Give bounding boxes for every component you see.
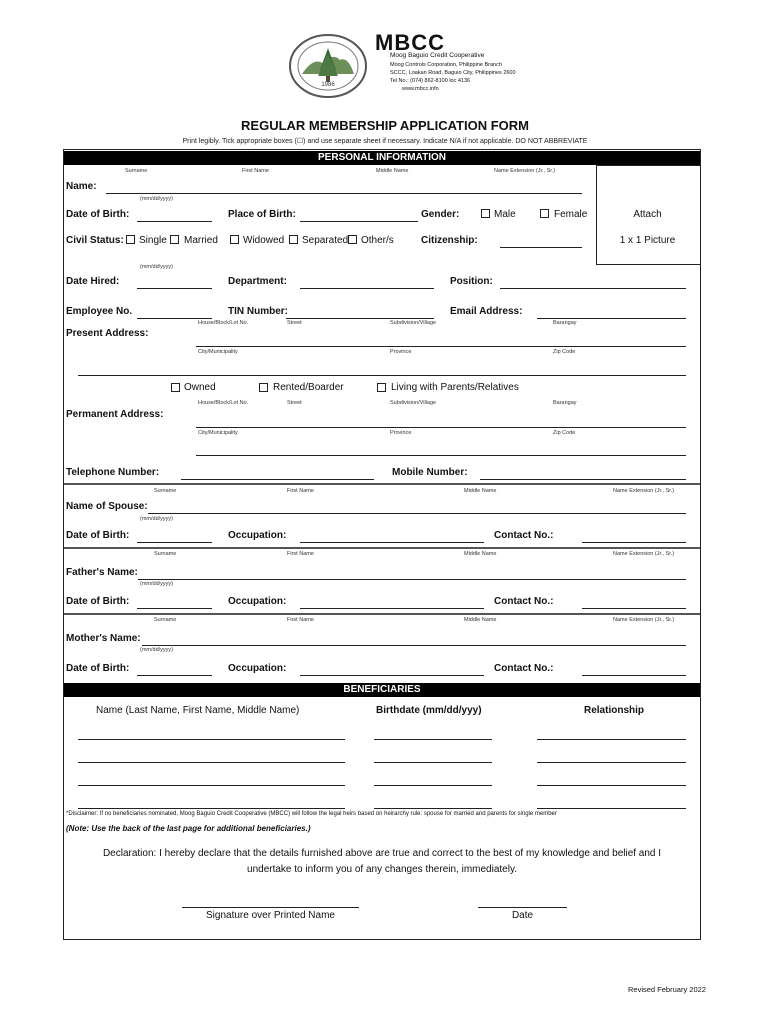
date-label: Date (511, 910, 534, 921)
signature-label: Signature over Printed Name (206, 910, 335, 921)
department-label: Department: (228, 276, 287, 287)
org-name: Moog Baguio Credit Cooperative (390, 52, 485, 59)
beneficiary-col-birthdate: Birthdate (mm/dd/yyy) (376, 705, 482, 716)
spouse-sub-surname: Surname (154, 488, 177, 494)
mother-occupation-field[interactable] (300, 675, 484, 676)
father-sub-ext: Name Extension (Jr., Sr.) (613, 551, 675, 557)
beneficiary-birthdate-field[interactable] (374, 739, 492, 740)
mother-occupation-label: Occupation: (228, 663, 287, 674)
permanent-province-hint: Province (390, 430, 412, 436)
male-label: Male (494, 209, 516, 220)
single-checkbox[interactable] (126, 235, 135, 244)
separated-checkbox[interactable] (289, 235, 298, 244)
present-address-line-2[interactable] (78, 375, 686, 376)
father-dob-hint: (mm/dd/yyyy) (140, 581, 173, 587)
citizenship-field[interactable] (500, 247, 582, 248)
father-occupation-field[interactable] (300, 608, 484, 609)
owned-label: Owned (184, 382, 216, 393)
beneficiary-birthdate-field[interactable] (374, 808, 492, 809)
father-contact-field[interactable] (582, 608, 686, 609)
sub-surname: Surname (125, 168, 148, 174)
mother-dob-label: Date of Birth: (66, 663, 130, 674)
mother-contact-label: Contact No.: (494, 663, 554, 674)
permanent-zip-hint: Zip Code (553, 430, 576, 436)
mother-label: Mother's Name: (66, 633, 141, 644)
present-subdivision-hint: Subdivision/Village (390, 320, 437, 326)
father-dob-field[interactable] (137, 608, 212, 609)
sub-first-name: First Name (242, 168, 269, 174)
spouse-name-field[interactable] (148, 513, 686, 514)
beneficiaries-header: BENEFICIARIES (64, 683, 700, 697)
permanent-address-line-2[interactable] (196, 455, 686, 456)
beneficiary-relationship-field[interactable] (537, 739, 686, 740)
declaration-line-2: undertake to inform you of any changes therein, immediately. (247, 864, 517, 875)
department-field[interactable] (300, 288, 434, 289)
mobile-label: Mobile Number: (392, 467, 468, 478)
section-separator (64, 483, 700, 485)
org-address-1: Moog Controls Corporation, Philippine Branch (390, 62, 502, 68)
present-barangay-hint: Barangay (553, 320, 577, 326)
permanent-address-line-1[interactable] (196, 427, 686, 428)
employee-no-label: Employee No. (66, 306, 133, 317)
father-contact-label: Contact No.: (494, 596, 554, 607)
present-zip-hint: Zip Code (553, 349, 576, 355)
logo-year: 1986 (321, 82, 335, 88)
father-dob-label: Date of Birth: (66, 596, 130, 607)
spouse-label: Name of Spouse: (66, 501, 148, 512)
spouse-dob-field[interactable] (137, 542, 212, 543)
org-acronym: MBCC (375, 30, 445, 55)
permanent-house-hint: House/Block/Lot No. (198, 400, 249, 406)
spouse-dob-label: Date of Birth: (66, 530, 130, 541)
permanent-street-hint: Street (287, 400, 302, 406)
citizenship-label: Citizenship: (421, 235, 478, 246)
signature-field[interactable] (182, 907, 359, 908)
mother-sub-middle: Middle Name (464, 617, 497, 623)
living-label: Living with Parents/Relatives (391, 382, 519, 393)
email-label: Email Address: (450, 306, 523, 317)
beneficiary-birthdate-field[interactable] (374, 785, 492, 786)
spouse-dob-hint: (mm/dd/yyyy) (140, 516, 173, 522)
single-label: Single (139, 235, 167, 246)
permanent-subdivision-hint: Subdivision/Village (390, 400, 437, 406)
owned-checkbox[interactable] (171, 383, 180, 392)
form-instructions: Print legibly. Tick appropriate boxes (☐) and use separate sheet if necessary. Indicate N/A if not applicable. DO NOT ABBREVIATE (182, 138, 588, 145)
spouse-contact-field[interactable] (582, 542, 686, 543)
beneficiary-disclaimer: *Disclaimer: If no beneficiaries nominated, Moog Baguio Credit Cooperative (MBCC) will follow the legal heirs based on heirarchy rule: spouse for married and parents for single member (66, 811, 557, 817)
rented-label: Rented/Boarder (273, 382, 344, 393)
tin-label: TIN Number: (228, 306, 288, 317)
male-checkbox[interactable] (481, 209, 490, 218)
org-phone: Tel No.: (074) 862-8100 loc 4136 (390, 78, 471, 84)
email-field[interactable] (537, 318, 686, 319)
photo-attach-label: Attach (633, 209, 662, 220)
present-street-hint: Street (287, 320, 302, 326)
present-city-hint: City/Municipality (198, 349, 238, 355)
beneficiary-relationship-field[interactable] (537, 785, 686, 786)
spouse-sub-first: First Name (287, 488, 314, 494)
present-province-hint: Province (390, 349, 412, 355)
tin-field[interactable] (286, 318, 434, 319)
dob-field[interactable] (137, 221, 212, 222)
present-house-hint: House/Block/Lot No. (198, 320, 249, 326)
separated-label: Separated (302, 235, 349, 246)
mother-sub-surname: Surname (154, 617, 177, 623)
civil-status-label: Civil Status: (66, 235, 124, 246)
permanent-city-hint: City/Municipality (198, 430, 238, 436)
form-title: REGULAR MEMBERSHIP APPLICATION FORM (241, 118, 529, 133)
father-label: Father's Name: (66, 567, 138, 578)
female-checkbox[interactable] (540, 209, 549, 218)
mother-contact-field[interactable] (582, 675, 686, 676)
photo-size-label: 1 x 1 Picture (619, 235, 676, 246)
mobile-field[interactable] (480, 479, 686, 480)
position-field[interactable] (500, 288, 686, 289)
spouse-sub-ext: Name Extension (Jr., Sr.) (613, 488, 675, 494)
beneficiary-name-field[interactable] (78, 739, 345, 740)
date-hired-label: Date Hired: (66, 276, 120, 287)
position-label: Position: (450, 276, 493, 287)
mbcc-logo (288, 34, 368, 98)
mother-sub-first: First Name (287, 617, 314, 623)
gender-label: Gender: (421, 209, 460, 220)
spouse-occupation-label: Occupation: (228, 530, 287, 541)
telephone-field[interactable] (181, 479, 374, 480)
date-hired-format-hint: (mm/dd/yyyy) (140, 264, 173, 270)
others-checkbox[interactable] (348, 235, 357, 244)
beneficiary-relationship-field[interactable] (537, 762, 686, 763)
spouse-occupation-field[interactable] (300, 542, 484, 543)
present-address-line-1[interactable] (196, 346, 686, 347)
rented-checkbox[interactable] (259, 383, 268, 392)
father-sub-surname: Surname (154, 551, 177, 557)
permanent-barangay-hint: Barangay (553, 400, 577, 406)
revised-date: Revised February 2022 (628, 985, 706, 994)
beneficiary-col-name: Name (Last Name, First Name, Middle Name) (96, 705, 300, 716)
widowed-checkbox[interactable] (230, 235, 239, 244)
mother-name-field[interactable] (142, 645, 686, 646)
living-checkbox[interactable] (377, 383, 386, 392)
beneficiary-note: (Note: Use the back of the last page for additional beneficiaries.) (66, 824, 311, 833)
beneficiary-name-field[interactable] (78, 808, 345, 809)
date-field[interactable] (478, 907, 567, 908)
employee-no-field[interactable] (137, 318, 212, 319)
dob-label: Date of Birth: (66, 209, 130, 220)
spouse-sub-middle: Middle Name (464, 488, 497, 494)
beneficiary-col-relationship: Relationship (584, 705, 645, 716)
mother-sub-ext: Name Extension (Jr., Sr.) (613, 617, 675, 623)
name-field[interactable] (106, 193, 582, 194)
spouse-contact-label: Contact No.: (494, 530, 554, 541)
sub-middle-name: Middle Name (376, 168, 409, 174)
married-label: Married (184, 235, 218, 246)
sub-name-extension: Name Extension (Jr., Sr.) (494, 168, 556, 174)
beneficiary-birthdate-field[interactable] (374, 762, 492, 763)
dob-format-hint: (mm/dd/yyyy) (140, 196, 173, 202)
org-address-2: SCCC, Loakan Road, Baguio City, Philippines 2600 (390, 70, 516, 76)
female-label: Female (554, 209, 588, 220)
org-website: www.mbcc.info (402, 86, 439, 92)
widowed-label: Widowed (243, 235, 285, 246)
father-sub-first: First Name (287, 551, 314, 557)
father-occupation-label: Occupation: (228, 596, 287, 607)
pob-label: Place of Birth: (228, 209, 296, 220)
married-checkbox[interactable] (170, 235, 179, 244)
mother-dob-hint: (mm/dd/yyyy) (140, 647, 173, 653)
permanent-address-label: Permanent Address: (66, 409, 164, 420)
section-separator (64, 547, 700, 549)
father-sub-middle: Middle Name (464, 551, 497, 557)
father-name-field[interactable] (138, 579, 686, 580)
beneficiary-relationship-field[interactable] (537, 808, 686, 809)
date-hired-field[interactable] (137, 288, 212, 289)
declaration-line-1: Declaration: I hereby declare that the details furnished above are true and correct to the best of my knowledge and belief and I (102, 848, 662, 859)
telephone-label: Telephone Number: (66, 467, 160, 478)
beneficiary-name-field[interactable] (78, 762, 345, 763)
pob-field[interactable] (300, 221, 418, 222)
section-separator (64, 613, 700, 615)
others-label: Other/s (361, 235, 394, 246)
beneficiary-name-field[interactable] (78, 785, 345, 786)
present-address-label: Present Address: (66, 328, 149, 339)
personal-info-header: PERSONAL INFORMATION (64, 151, 700, 165)
name-label: Name: (66, 181, 97, 192)
mother-dob-field[interactable] (137, 675, 212, 676)
